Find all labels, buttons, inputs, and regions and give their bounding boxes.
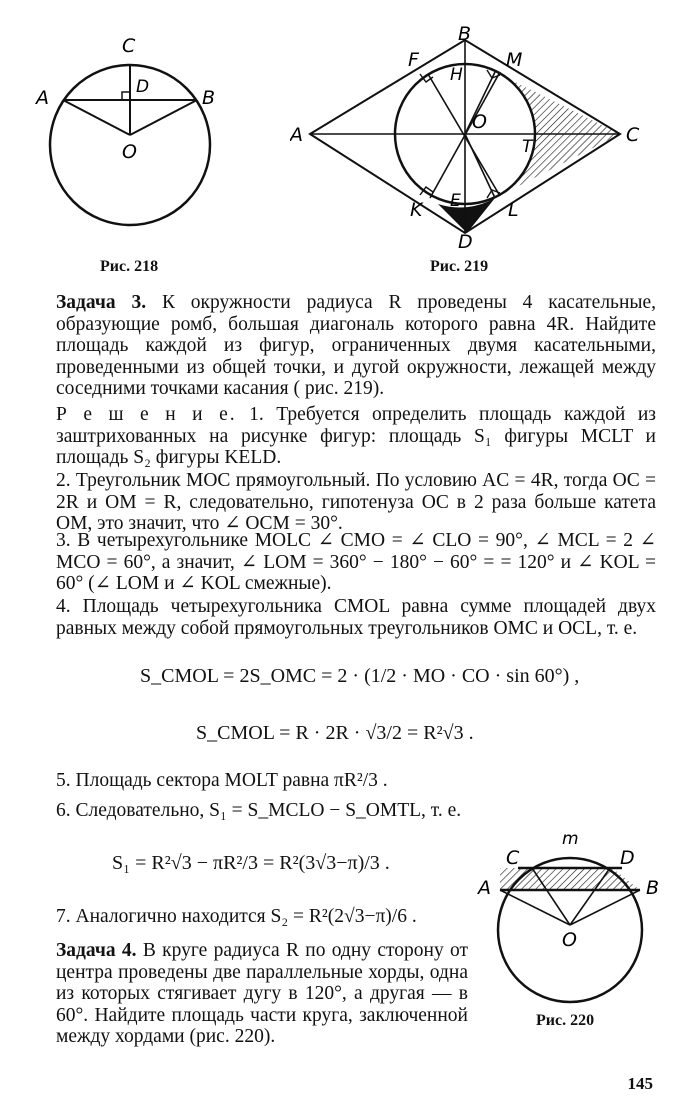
label-E: E	[450, 191, 461, 211]
task3-text: К окружности радиуса R проведены 4 касательные, образующие ромб, большая диагональ которого равна 4R. Найдите площадь каждой из фигур, ограниченных двумя касательными, проведенными из общей точки, и дугой окружности, лежащей между соседними точками касания ( рис. 219).	[56, 292, 657, 400]
formula-1: S_CMOL = 2S_OMC = 2 · (1/2 · MO · CO · sin 60°) ,	[140, 665, 580, 687]
label-D: D	[458, 231, 473, 253]
figure-220	[470, 820, 670, 1020]
label-C: C	[626, 124, 640, 146]
task3-step4: 4. Площадь четырехугольника CMOL равна сумме площадей двух равных между собой прямоугольных треугольников OMC и OCL, т. е.	[56, 596, 656, 639]
task3-title: Задача 3.	[56, 292, 147, 313]
label-A: A	[290, 124, 303, 146]
task3-statement	[56, 292, 656, 400]
formula-2: S_CMOL = R · 2R · √3/2 = R²√3 .	[196, 722, 474, 744]
label-T: T	[522, 137, 533, 157]
label-B: B	[458, 26, 472, 45]
page-number: 145	[627, 1074, 653, 1093]
label-m: m	[562, 829, 579, 849]
label-D: D	[620, 847, 635, 869]
label-F: F	[408, 49, 419, 71]
formula-3: S₁ = R²√3 − πR²/3 = R²(3√3−π)/3 .	[112, 852, 390, 874]
task3-step7: 7. Аналогично находится S₂ = R²(2√3−π)/6 .	[56, 906, 417, 927]
solution-heading: Р е ш е н и е.	[56, 404, 237, 425]
task3-step5: 5. Площадь сектора MOLT равна πR²/3 .	[56, 770, 388, 791]
step1-text: 1. Требуется определить площадь каждой из заштрихованных на рисунке фигур: площадь S₁ фигуры MCLT и площадь S₂ фигуры KELD.	[56, 404, 657, 469]
figure-219-caption: Рис. 219	[430, 258, 489, 275]
label-L: L	[508, 199, 519, 221]
figure-220-caption: Рис. 220	[536, 1012, 595, 1029]
label-H: H	[450, 65, 463, 85]
label-K: K	[410, 199, 423, 221]
task3-step3: 3. В четырехугольнике MOLC ∠ CMO = ∠ CLO = 90°, ∠ MCL = 2 ∠ MCO = 60°, а значит, ∠ LOM = 360° − 180° − 60° = = 120° и ∠ KOL = 60° (∠ LOM и ∠ KOL смежные).	[56, 530, 656, 595]
label-C: C	[506, 847, 520, 869]
task3-step1	[56, 404, 656, 469]
task4-statement	[56, 940, 468, 1048]
label-O: O	[472, 111, 487, 133]
label-A: A	[478, 877, 491, 899]
label-B: B	[202, 87, 216, 109]
task4-text: В круге радиуса R по одну сторону от центра проведены две параллельные хорды, одна из которых стягивает дугу в 120°, а другая — в 60°. Найдите площадь части круга, заключенной между хордами (рис. 220).	[56, 940, 469, 1048]
label-O: O	[122, 141, 137, 163]
figure-218-caption: Рис. 218	[100, 258, 159, 275]
label-A: A	[36, 87, 49, 109]
label-O: O	[562, 929, 577, 951]
figure-218	[30, 30, 220, 260]
task3-step6: 6. Следовательно, S₁ = S_MCLO − S_OMTL, т. е.	[56, 800, 462, 821]
label-D: D	[136, 77, 150, 97]
label-C: C	[122, 35, 136, 57]
label-B: B	[646, 877, 660, 899]
task3-step2: 2. Треугольник MOC прямоугольный. По условию AC = 4R, тогда OC = 2R и OM = R, следовательно, гипотенуза OC в 2 раза больше катета OM, это значит, что ∠ OCM = 30°.	[56, 470, 656, 535]
task4-title: Задача 4.	[56, 940, 137, 961]
figure-219	[290, 26, 660, 256]
label-M: M	[506, 49, 523, 71]
